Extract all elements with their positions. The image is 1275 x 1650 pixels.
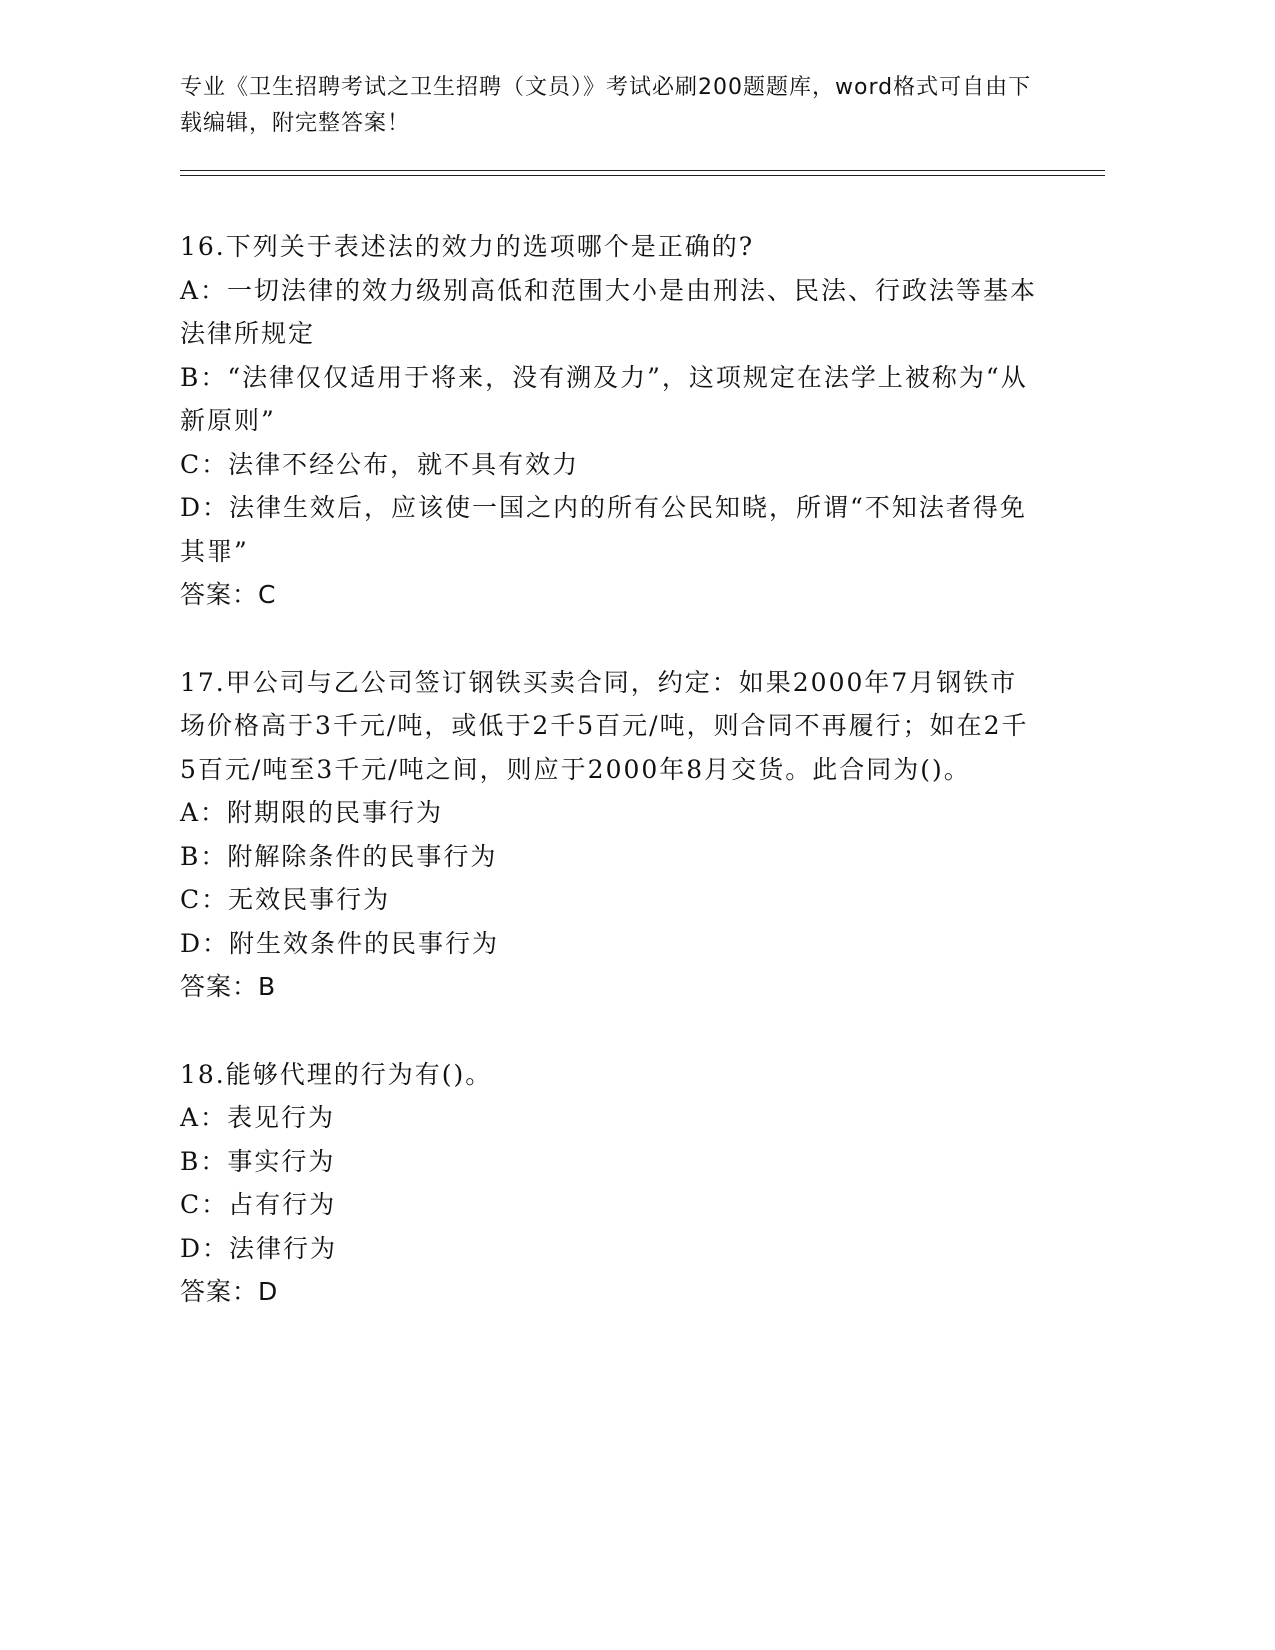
header-divider-top	[180, 170, 1105, 171]
document-header: 专业《卫生招聘考试之卫生招聘（文员）》考试必刷200题题库，word格式可自由下载编辑，附完整答案！	[180, 75, 1032, 136]
option-b: B：事实行为	[180, 1146, 336, 1176]
question-stem: 18.能够代理的行为有()。	[180, 1059, 493, 1089]
question-list	[180, 225, 1040, 1358]
option-c: C：法律不经公布，就不具有效力	[180, 449, 580, 479]
question-stem: 17.甲公司与乙公司签订钢铁买卖合同，约定：如果2000年7月钢铁市场价格高于3千元/吨，或低于2千5百元/吨，则合同不再履行；如在2千5百元/吨至3千元/吨之间，则应于2000年8月交货。此合同为()。	[180, 667, 1029, 784]
option-a: A：附期限的民事行为	[180, 798, 444, 827]
question-17	[180, 661, 1040, 1009]
option-d: D：附生效条件的民事行为	[180, 928, 500, 958]
answer-label: 答案：D	[180, 1277, 279, 1306]
option-d: D：法律生效后，应该使一国之内的所有公民知晓，所谓“不知法者得免其罪”	[180, 493, 1027, 566]
question-18	[180, 1053, 1040, 1314]
option-b: B：“法律仅仅适用于将来，没有溯及力”，这项规定在法学上被称为“从新原则”	[180, 362, 1028, 435]
option-d: D：法律行为	[180, 1233, 338, 1263]
option-a: A：表见行为	[180, 1103, 336, 1132]
header-divider-bottom	[180, 175, 1105, 176]
question-stem: 16.下列关于表述法的效力的选项哪个是正确的?	[180, 232, 755, 261]
answer-label: 答案：C	[180, 580, 277, 609]
question-16	[180, 225, 1040, 617]
option-a: A：一切法律的效力级别高低和范围大小是由刑法、民法、行政法等基本法律所规定	[180, 275, 1038, 348]
option-b: B：附解除条件的民事行为	[180, 841, 498, 871]
answer-label: 答案：B	[180, 972, 277, 1001]
option-c: C：占有行为	[180, 1190, 337, 1219]
option-c: C：无效民事行为	[180, 885, 391, 914]
